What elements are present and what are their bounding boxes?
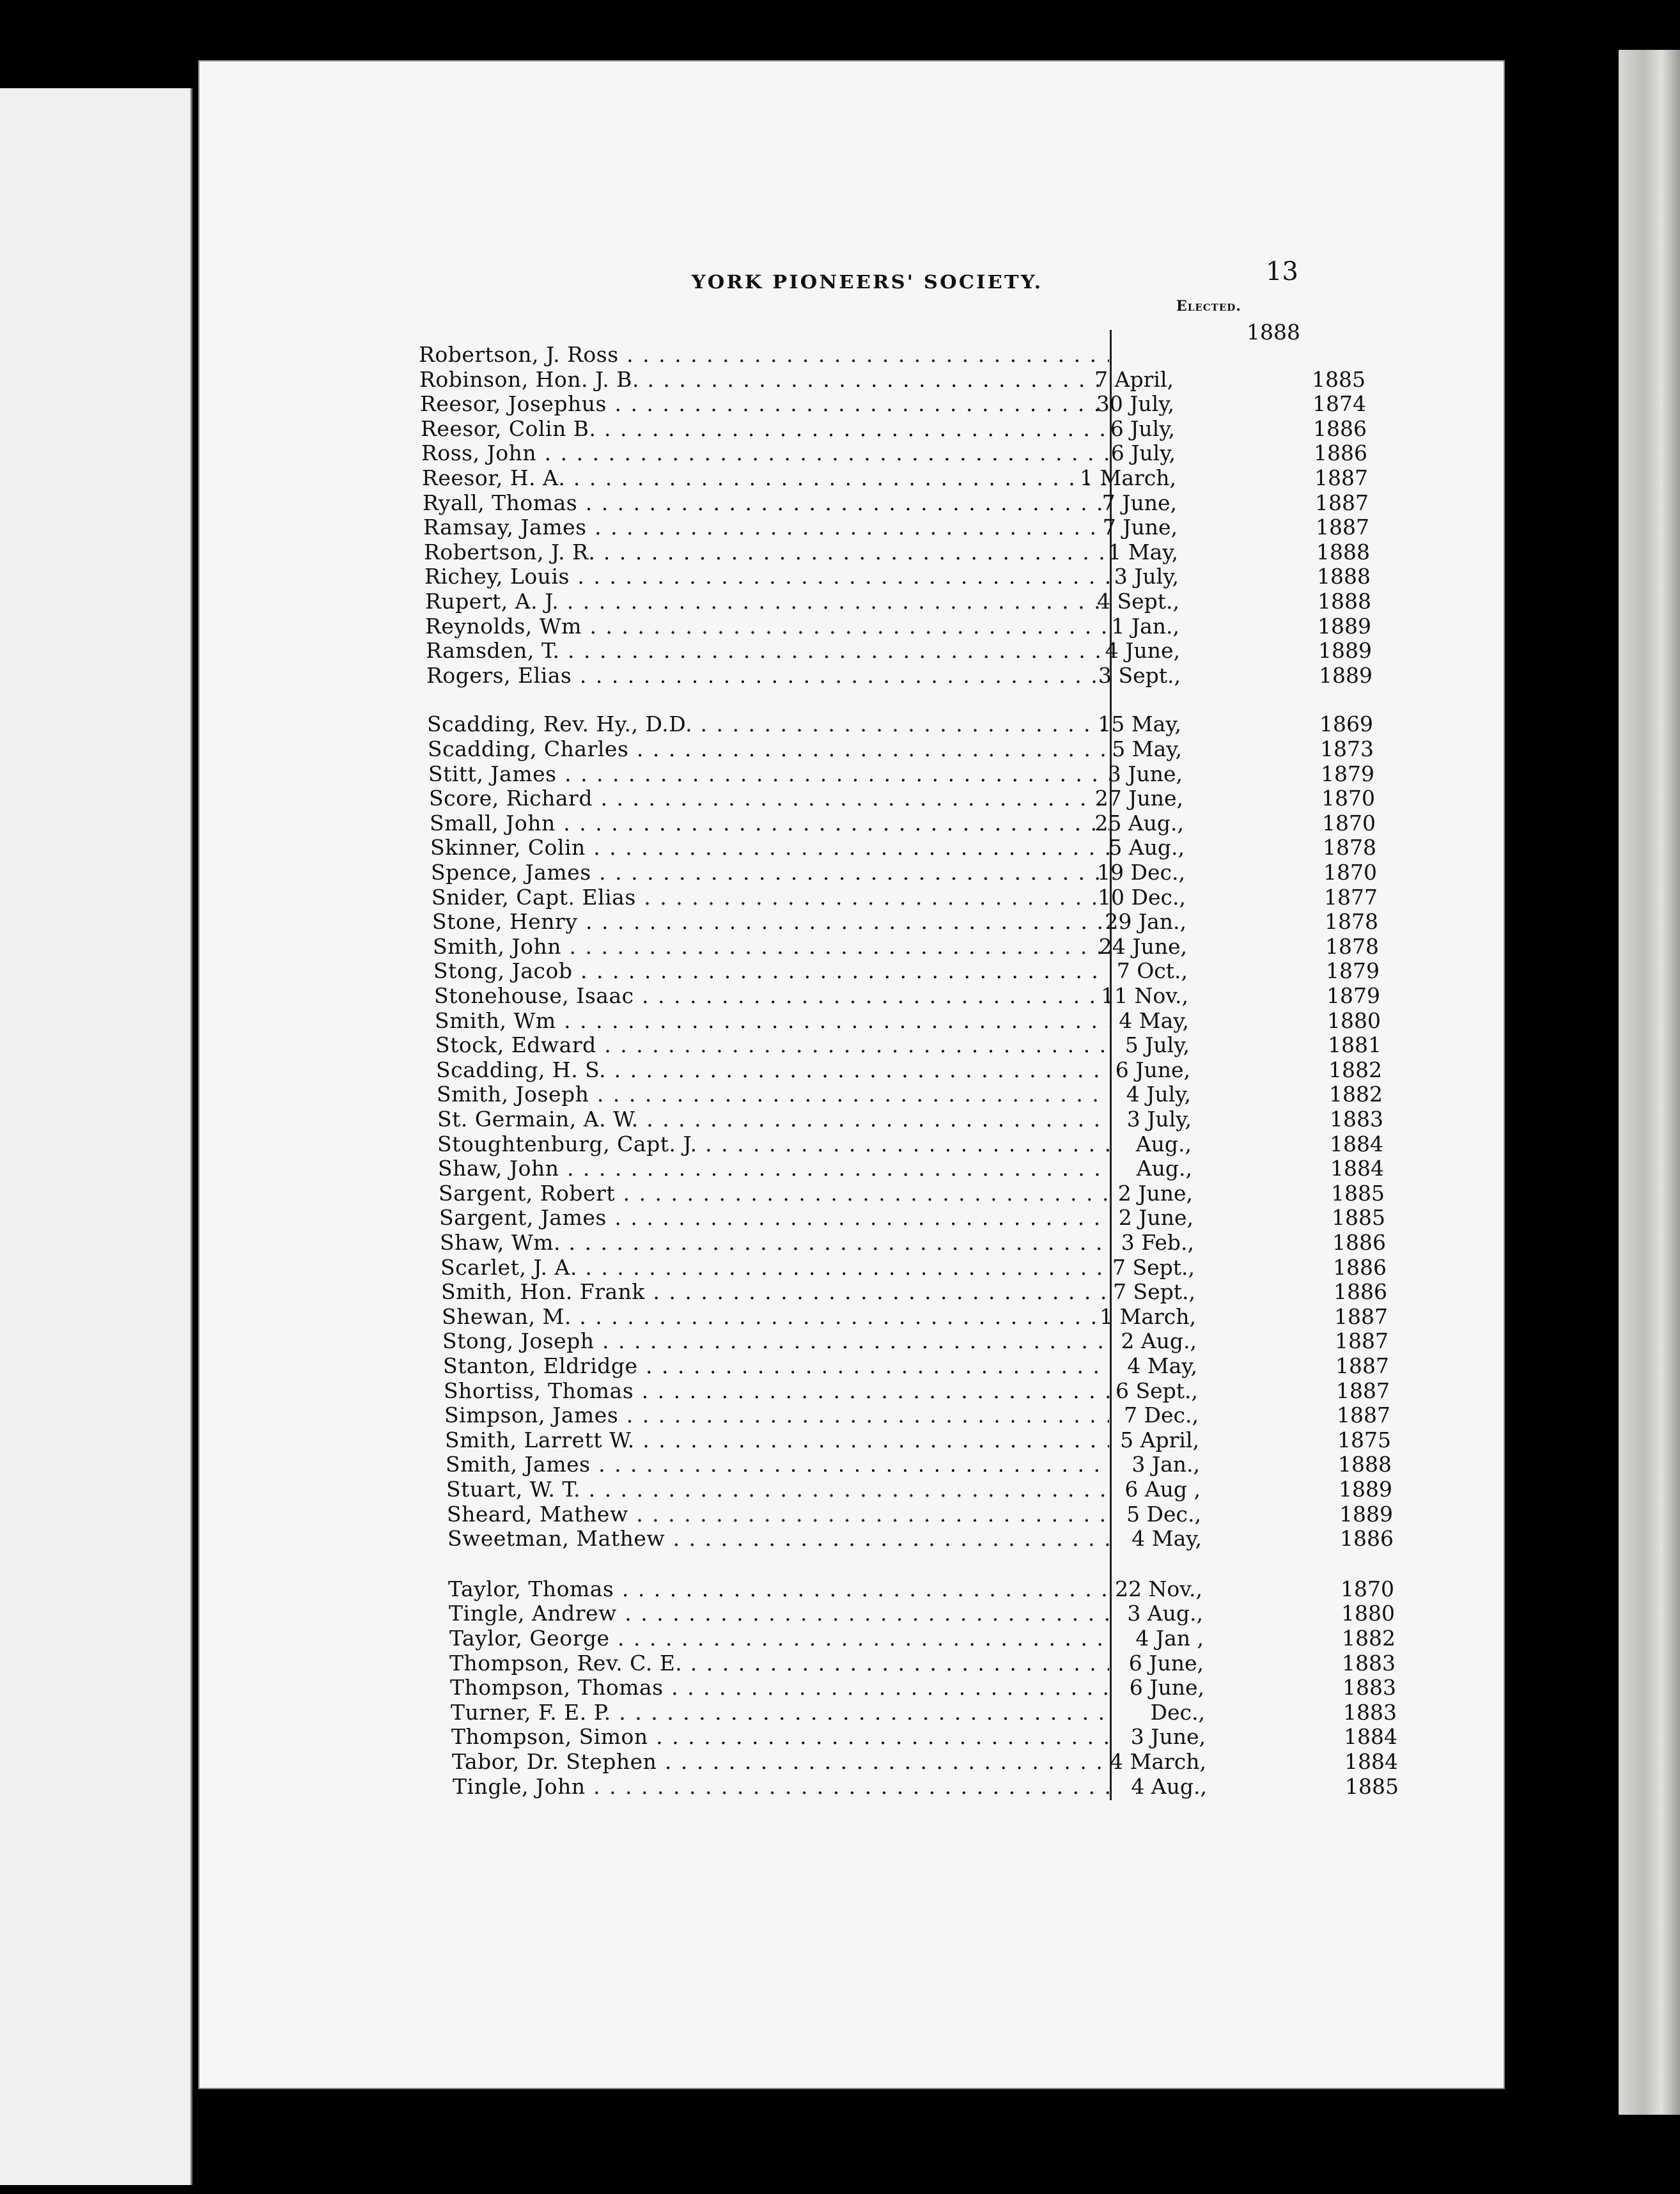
elected-year: 1889: [1339, 1502, 1393, 1527]
elected-year: 1886: [1332, 1230, 1386, 1255]
member-row: [446, 1477, 1392, 1502]
elected-date: 4 May,: [1127, 1353, 1197, 1378]
member-name: Tingle, John . . .: [453, 1775, 1109, 1799]
elected-date: 6 July,: [1110, 440, 1176, 465]
elected-year: 1888: [1338, 1452, 1392, 1477]
elected-year: 1887: [1334, 1304, 1388, 1329]
member-row: [451, 1700, 1397, 1725]
elected-date: 2 June,: [1118, 1205, 1194, 1230]
elected-date: 4 Jan ,: [1135, 1626, 1204, 1651]
elected-year: 1886: [1334, 1279, 1387, 1304]
elected-year: 1875: [1337, 1428, 1391, 1452]
elected-date: 22 Nov.,: [1115, 1576, 1202, 1601]
member-row: [429, 786, 1375, 811]
elected-year: 1885: [1312, 367, 1365, 392]
member-name: Stong, Jacob . . .: [433, 959, 1109, 983]
elected-date: 5 May,: [1112, 736, 1182, 761]
elected-date: 30 July,: [1096, 391, 1174, 416]
elected-year: 1887: [1337, 1403, 1390, 1428]
member-row: [449, 1601, 1395, 1626]
elected-date: 4 May,: [1119, 1008, 1189, 1033]
member-row: [440, 1231, 1386, 1255]
elected-year: 1885: [1332, 1205, 1385, 1230]
elected-year: 1887: [1336, 1378, 1390, 1403]
member-name: Rogers, Elias . . .: [426, 664, 1109, 688]
member-row: [431, 860, 1377, 885]
elected-year: 1877: [1324, 885, 1378, 910]
elected-date: 4 March,: [1110, 1749, 1206, 1774]
member-row: [426, 664, 1373, 688]
elected-year: 1880: [1327, 1008, 1381, 1033]
member-row: [423, 515, 1369, 540]
member-name: Stoughtenburg, Capt. J. . . .: [437, 1132, 1109, 1156]
elected-year: 1870: [1321, 786, 1375, 811]
member-row: [435, 1033, 1381, 1057]
elected-year: 1869: [1319, 712, 1373, 736]
member-row: [434, 984, 1380, 1008]
member-row: [421, 417, 1367, 441]
elected-date: 6 July,: [1110, 416, 1175, 441]
member-row: [419, 368, 1365, 392]
elected-date: 5 April,: [1120, 1428, 1199, 1452]
elected-date: 3 July,: [1126, 1107, 1192, 1132]
member-row: [452, 1750, 1398, 1774]
member-name: Smith, Wm . . .: [435, 1009, 1109, 1033]
member-row: [440, 1256, 1387, 1280]
elected-date: 3 Aug.,: [1127, 1601, 1203, 1626]
elected-year: 1883: [1342, 1675, 1396, 1700]
elected-year: 1879: [1326, 958, 1380, 983]
member-name: Reesor, Colin B. . . .: [421, 417, 1109, 441]
elected-date: 6 June,: [1129, 1675, 1204, 1700]
member-name: Scadding, H. S. . . .: [436, 1058, 1109, 1082]
elected-year: 1878: [1325, 934, 1379, 959]
member-name: St. Germain, A. W. . . .: [437, 1107, 1109, 1132]
elected-date: 7 April,: [1094, 367, 1174, 392]
elected-year: 1873: [1320, 736, 1374, 761]
elected-date: 29 Jan.,: [1105, 909, 1186, 934]
elected-year: 1887: [1335, 1328, 1388, 1353]
elected-date: 6 Sept.,: [1116, 1378, 1198, 1403]
member-name: Shaw, John . . .: [438, 1156, 1109, 1181]
elected-date: 25 Aug.,: [1094, 811, 1184, 836]
elected-year: 1878: [1323, 835, 1376, 860]
elected-year: 1880: [1341, 1601, 1395, 1626]
member-name: Taylor, Thomas . . .: [448, 1577, 1109, 1601]
elected-date: Dec.,: [1150, 1700, 1205, 1725]
member-name: Ross, John . . .: [421, 441, 1109, 465]
member-row: [438, 1156, 1384, 1181]
member-row: [448, 1577, 1394, 1601]
elected-date: 7 Sept.,: [1112, 1255, 1195, 1280]
elected-date: 3 Jan.,: [1132, 1452, 1200, 1477]
member-row: [439, 1206, 1385, 1230]
elected-year: 1886: [1314, 440, 1367, 465]
elected-year: 1882: [1328, 1057, 1382, 1082]
elected-date: 2 June,: [1117, 1181, 1193, 1206]
elected-year: 1888: [1317, 564, 1371, 589]
book-edge: [1619, 50, 1680, 2115]
member-name: Spence, James . . .: [431, 860, 1109, 885]
member-name: Smith, Joseph . . .: [437, 1082, 1109, 1107]
elected-year: 1882: [1329, 1082, 1383, 1107]
member-name: Sweetman, Mathew . . .: [447, 1527, 1109, 1551]
member-name: Stanton, Eldridge . . .: [443, 1354, 1109, 1378]
member-row: [422, 466, 1368, 490]
member-name: Stuart, W. T. . . .: [446, 1477, 1109, 1502]
member-name: Smith, Larrett W. . . .: [445, 1428, 1109, 1452]
member-name: Thompson, Simon . . .: [451, 1725, 1109, 1749]
member-row: [432, 885, 1378, 910]
elected-date: 3 June,: [1107, 761, 1183, 786]
member-name: Ramsay, James . . .: [423, 515, 1109, 540]
member-name: Reesor, H. A. . . .: [422, 466, 1109, 490]
elected-year: 1870: [1322, 811, 1376, 836]
member-row: [428, 737, 1374, 761]
elected-year: 1883: [1342, 1651, 1396, 1676]
elected-date: 4 May,: [1132, 1526, 1202, 1551]
member-name: Score, Richard . . .: [429, 786, 1109, 811]
member-row: [432, 910, 1378, 934]
elected-year: 1889: [1339, 1477, 1392, 1502]
elected-year: 1888: [1316, 540, 1370, 564]
member-name: Skinner, Colin . . .: [430, 836, 1109, 860]
member-name: Shewan, M. . . .: [442, 1305, 1109, 1329]
elected-year: 1887: [1315, 490, 1369, 515]
elected-date: 7 June,: [1102, 515, 1178, 540]
elected-date: 2 Aug.,: [1121, 1328, 1197, 1353]
elected-date: 4 June,: [1105, 638, 1180, 663]
elected-date: 7 Sept.,: [1113, 1279, 1195, 1304]
member-name: Robertson, J. R. . . .: [424, 540, 1109, 564]
elected-date: 6 June,: [1115, 1057, 1190, 1082]
elected-date: 1 Jan.,: [1111, 614, 1179, 639]
elected-year: 1881: [1328, 1032, 1381, 1057]
elected-date: 3 July,: [1114, 564, 1179, 589]
elected-date: 1 March,: [1100, 1304, 1196, 1329]
elected-year: 1887: [1335, 1353, 1389, 1378]
elected-date: 4 Aug.,: [1131, 1774, 1207, 1799]
member-name: Thompson, Rev. C. E. . . .: [449, 1651, 1109, 1676]
elected-date: 4 Sept.,: [1097, 589, 1179, 614]
member-row: [424, 564, 1371, 589]
member-name: Ryall, Thomas . . .: [423, 491, 1109, 515]
member-name: Shaw, Wm. . . .: [440, 1231, 1109, 1255]
member-name: Robertson, J. Ross . . .: [419, 343, 1109, 367]
elected-date: 3 Feb.,: [1121, 1230, 1194, 1255]
elected-year: 1887: [1314, 465, 1368, 490]
member-name: Tabor, Dr. Stephen . . .: [452, 1750, 1109, 1774]
elected-date: 7 June,: [1101, 490, 1177, 515]
first-year-label: 1888: [1247, 320, 1300, 345]
member-row: [443, 1354, 1389, 1378]
elected-date: 4 July,: [1126, 1082, 1191, 1107]
member-name: Shortiss, Thomas . . .: [444, 1379, 1109, 1403]
elected-year: 1886: [1333, 1255, 1387, 1280]
member-name: Stonehouse, Isaac . . .: [434, 984, 1109, 1008]
member-name: Scarlet, J. A. . . .: [440, 1256, 1109, 1280]
elected-date: 1 March,: [1080, 465, 1176, 490]
member-row: [430, 836, 1376, 860]
elected-date: 5 July,: [1124, 1032, 1190, 1057]
member-name: Scadding, Charles . . .: [428, 737, 1109, 761]
member-name: Ramsden, T. . . .: [426, 639, 1109, 663]
elected-date: 19 Dec.,: [1097, 860, 1185, 885]
elected-year: 1885: [1345, 1774, 1399, 1799]
member-row: [442, 1329, 1388, 1353]
elected-date: 24 June,: [1098, 934, 1187, 959]
member-name: Scadding, Rev. Hy., D.D. . . .: [427, 712, 1109, 736]
member-row: [453, 1775, 1399, 1799]
member-row: [446, 1452, 1392, 1477]
member-row: [449, 1626, 1396, 1651]
elected-year: 1870: [1323, 860, 1377, 885]
elected-date: 5 Dec.,: [1126, 1502, 1201, 1527]
member-name: Rupert, A. J. . . .: [425, 589, 1109, 614]
elected-date: 3 June,: [1130, 1724, 1206, 1749]
member-row: [450, 1676, 1396, 1700]
member-name: Smith, Hon. Frank . . .: [441, 1280, 1109, 1304]
member-row: [423, 491, 1369, 515]
member-row: [435, 1009, 1381, 1033]
member-row: [426, 639, 1372, 663]
page-title: YORK PIONEERS' SOCIETY.: [691, 271, 1043, 293]
member-row: [449, 1651, 1396, 1676]
elected-year: 1879: [1326, 983, 1380, 1008]
member-row: [433, 935, 1379, 959]
elected-year: 1874: [1312, 391, 1366, 416]
member-name: Thompson, Thomas . . .: [450, 1676, 1109, 1700]
elected-year: 1886: [1340, 1526, 1394, 1551]
elected-year: 1870: [1341, 1576, 1394, 1601]
member-row: [445, 1428, 1391, 1452]
member-row: [421, 441, 1367, 465]
member-row: [442, 1305, 1388, 1329]
member-row: [428, 762, 1374, 786]
elected-year: 1889: [1318, 614, 1371, 639]
elected-date: 15 May,: [1098, 712, 1181, 736]
member-name: Stitt, James . . .: [428, 762, 1109, 786]
member-name: Robinson, Hon. J. B. . . .: [419, 368, 1109, 392]
elected-date: 11 Nov.,: [1101, 983, 1188, 1008]
elected-year: 1882: [1342, 1626, 1396, 1651]
elected-year: 1884: [1330, 1132, 1383, 1156]
member-name: Richey, Louis . . .: [424, 564, 1109, 589]
member-row: [447, 1527, 1394, 1551]
elected-year: 1879: [1321, 761, 1374, 786]
elected-year: 1884: [1344, 1724, 1397, 1749]
member-row: [451, 1725, 1397, 1749]
elected-date: 27 June,: [1094, 786, 1183, 811]
elected-date: Aug.,: [1136, 1156, 1192, 1181]
member-row: [447, 1502, 1393, 1527]
member-name: Tingle, Andrew . . .: [449, 1601, 1109, 1626]
member-row: [436, 1058, 1382, 1082]
member-row: [439, 1181, 1385, 1206]
elected-date: 5 Aug.,: [1108, 835, 1185, 860]
member-row: [425, 614, 1371, 639]
member-name: Stone, Henry . . .: [432, 910, 1109, 934]
member-name: Snider, Capt. Elias . . .: [432, 885, 1109, 910]
elected-year: 1886: [1313, 416, 1367, 441]
elected-year: 1883: [1343, 1700, 1397, 1725]
elected-year: 1884: [1330, 1156, 1384, 1181]
member-name: Simpson, James . . .: [444, 1403, 1109, 1428]
member-name: Reynolds, Wm . . .: [425, 614, 1109, 639]
member-row: [444, 1379, 1390, 1403]
elected-date: 7 Dec.,: [1124, 1403, 1199, 1428]
elected-date: 7 Oct.,: [1116, 958, 1188, 983]
member-row: [427, 712, 1373, 736]
left-page-edge: [0, 88, 192, 2185]
member-name: Sargent, Robert . . .: [439, 1181, 1109, 1206]
elected-date: 6 Aug ,: [1124, 1477, 1201, 1502]
member-row: [437, 1132, 1383, 1156]
elected-date: 1 May,: [1108, 540, 1178, 564]
elected-column-header: Elected.: [1176, 298, 1241, 315]
elected-year: 1884: [1344, 1749, 1398, 1774]
elected-year: 1887: [1316, 515, 1369, 540]
member-name: Stong, Joseph . . .: [442, 1329, 1109, 1353]
page-number: 13: [1266, 257, 1298, 286]
member-row: [420, 392, 1366, 416]
member-row: [424, 540, 1370, 564]
elected-year: 1885: [1331, 1181, 1385, 1206]
member-name: Sargent, James . . .: [439, 1206, 1109, 1230]
elected-date: 10 Dec.,: [1098, 885, 1186, 910]
member-row: [433, 959, 1380, 983]
elected-date: 6 June,: [1128, 1651, 1204, 1676]
member-row: [441, 1280, 1387, 1304]
elected-year: 1883: [1330, 1107, 1383, 1132]
member-name: Smith, James . . .: [446, 1452, 1109, 1477]
member-row: [425, 589, 1371, 614]
member-name: Taylor, George . . .: [449, 1626, 1109, 1651]
member-name: Sheard, Mathew . . .: [447, 1502, 1109, 1527]
elected-date: Aug.,: [1135, 1132, 1192, 1156]
member-name: Stock, Edward . . .: [435, 1033, 1109, 1057]
member-row: [437, 1107, 1383, 1132]
elected-year: 1889: [1319, 663, 1373, 688]
member-name: Turner, F. E. P. . . .: [451, 1700, 1109, 1725]
member-row: [419, 343, 1365, 367]
member-row: [437, 1082, 1383, 1107]
member-row: [430, 811, 1376, 836]
member-name: Smith, John . . .: [433, 935, 1109, 959]
elected-year: 1878: [1325, 909, 1378, 934]
elected-date: 3 Sept.,: [1098, 663, 1181, 688]
elected-year: 1889: [1318, 638, 1372, 663]
member-name: Small, John . . .: [430, 811, 1109, 836]
member-name: Reesor, Josephus . . .: [420, 392, 1109, 416]
member-row: [444, 1403, 1390, 1428]
elected-year: 1888: [1318, 589, 1371, 614]
